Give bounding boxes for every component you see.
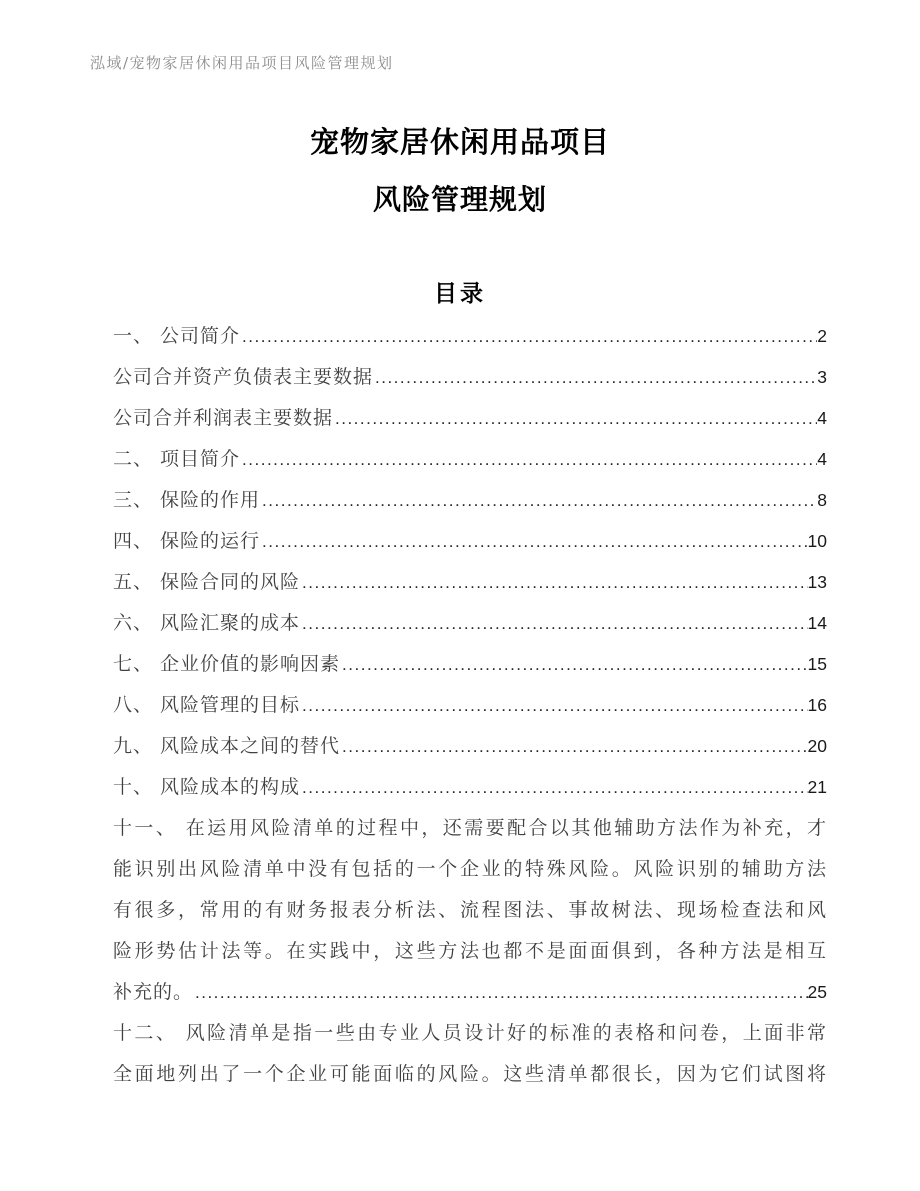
toc-dot-leader [260, 521, 807, 562]
toc-list [113, 316, 827, 1095]
doc-title-line2: 风险管理规划 [372, 184, 547, 215]
toc-dot-leader [240, 439, 817, 480]
toc-entry-label: 七、 企业价值的影响因素 [113, 653, 341, 675]
toc-entry-label: 九、 风险成本之间的替代 [113, 735, 341, 757]
toc-entry-label: 公司合并资产负债表主要数据 [113, 366, 374, 388]
toc-dot-leader [300, 685, 807, 726]
toc-entry[interactable] [113, 972, 827, 1013]
toc-entry-page-number: 3 [817, 367, 827, 387]
toc-dot-leader [340, 644, 807, 685]
toc-entry-label: 五、 保险合同的风险 [113, 571, 301, 593]
toc-entry-page-number: 4 [817, 408, 827, 428]
toc-entry[interactable] [113, 439, 827, 480]
toc-entry-page-number: 8 [817, 490, 827, 510]
toc-entry[interactable] [113, 1013, 827, 1095]
doc-title-line1: 宠物家居休闲用品项目 [309, 127, 610, 159]
toc-entry-page-number: 2 [817, 326, 827, 346]
toc-dot-leader [240, 316, 817, 357]
toc-entry-page-number: 14 [807, 613, 827, 633]
toc-entry[interactable] [113, 685, 827, 726]
toc-dot-leader [260, 480, 817, 521]
toc-entry-page-number: 25 [807, 982, 827, 1002]
toc-entry-page-number: 21 [807, 777, 827, 797]
toc-paragraph-line: 十一、 在运用风险清单的过程中，还需要配合以其他辅助方法作为补充，才 [113, 817, 827, 839]
toc-entry[interactable] [113, 398, 827, 439]
toc-entry[interactable] [113, 644, 827, 685]
toc-entry-label: 公司合并利润表主要数据 [113, 407, 334, 429]
toc-entry-label: 八、 风险管理的目标 [113, 694, 301, 716]
toc-entry-label: 四、 保险的运行 [113, 530, 261, 552]
toc-paragraph-line: 十二、 风险清单是指一些由专业人员设计好的标准的表格和问卷，上面非常 [113, 1022, 827, 1044]
toc-entry-page-number: 16 [807, 695, 827, 715]
toc-dot-leader [300, 603, 807, 644]
toc-heading: 目录 [434, 280, 486, 306]
toc-entry[interactable] [113, 767, 827, 808]
toc-paragraph-line: 全面地列出了一个企业可能面临的风险。这些清单都很长，因为它们试图将 [113, 1063, 827, 1085]
toc-dot-leader [300, 562, 807, 603]
toc-dot-leader [193, 972, 808, 1013]
toc-entry[interactable] [113, 726, 827, 767]
toc-entry[interactable] [113, 521, 827, 562]
toc-entry-label: 一、 公司简介 [113, 325, 241, 347]
toc-paragraph-line: 能识别出风险清单中没有包括的一个企业的特殊风险。风险识别的辅助方法 [113, 858, 827, 880]
toc-entry-label: 十、 风险成本的构成 [113, 776, 301, 798]
document-header-watermark: 泓域/宠物家居休闲用品项目风险管理规划 [90, 54, 394, 72]
toc-dot-leader [340, 726, 807, 767]
toc-paragraph-line: 险形势估计法等。在实践中，这些方法也都不是面面俱到，各种方法是相互 [113, 940, 827, 962]
toc-entry-page-number: 4 [817, 449, 827, 469]
toc-entry[interactable] [113, 603, 827, 644]
toc-entry-label: 二、 项目简介 [113, 448, 241, 470]
toc-entry-page-number: 20 [807, 736, 827, 756]
toc-dot-leader [300, 767, 807, 808]
toc-entry[interactable] [113, 808, 827, 1013]
toc-entry[interactable] [113, 562, 827, 603]
toc-entry-label: 补充的。 [113, 981, 194, 1003]
toc-entry-page-number: 10 [807, 531, 827, 551]
toc-dot-leader [333, 398, 817, 439]
toc-paragraph-line: 有很多，常用的有财务报表分析法、流程图法、事故树法、现场检查法和风 [113, 899, 827, 921]
toc-entry[interactable] [113, 480, 827, 521]
toc-entry[interactable] [113, 316, 827, 357]
toc-entry-page-number: 15 [807, 654, 827, 674]
toc-entry-label: 六、 风险汇聚的成本 [113, 612, 301, 634]
toc-dot-leader [373, 357, 817, 398]
toc-entry-label: 三、 保险的作用 [113, 489, 261, 511]
toc-entry-page-number: 13 [807, 572, 827, 592]
toc-entry[interactable] [113, 357, 827, 398]
